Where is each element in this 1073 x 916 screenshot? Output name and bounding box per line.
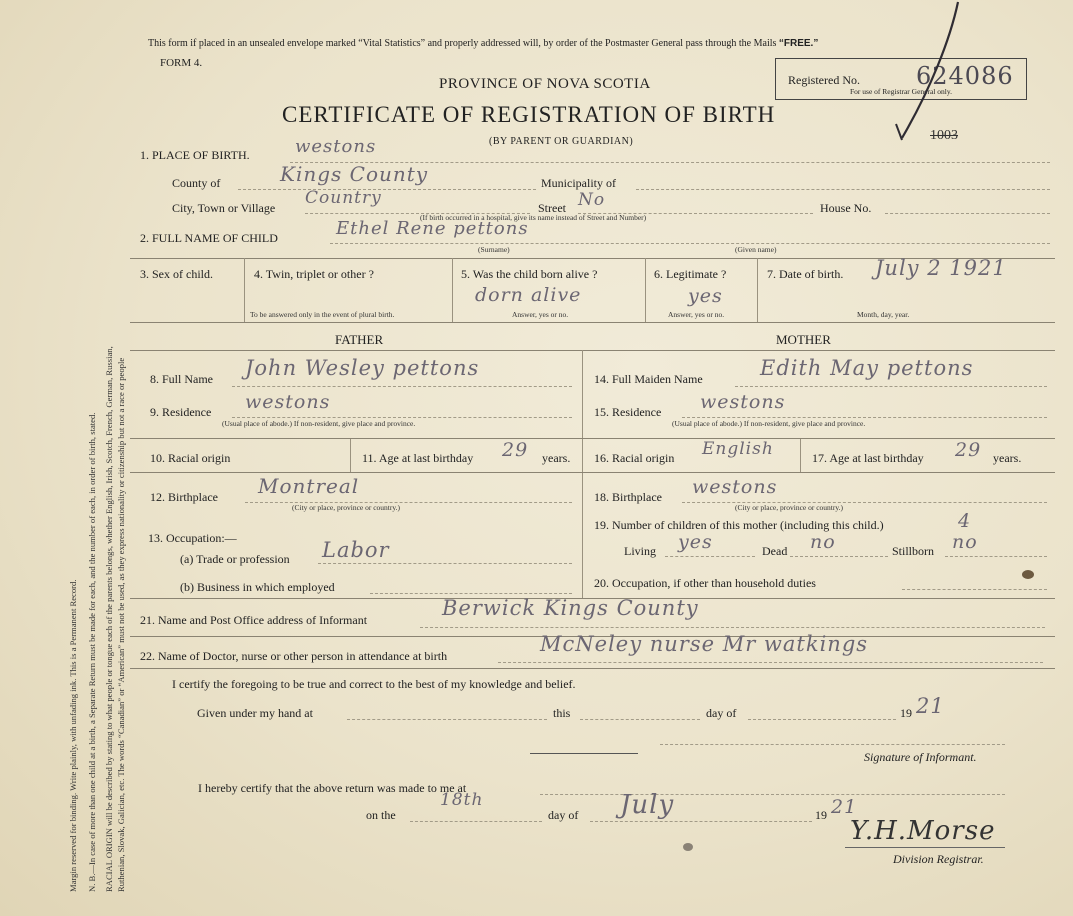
margin-notes bbox=[60, 30, 140, 900]
legitimate-note: Answer, yes or no. bbox=[668, 310, 725, 319]
registrar-month-value: July bbox=[620, 790, 675, 820]
margin-note-3: RACIAL ORIGIN will be described by stating to what people or tongue each of the parents belongs, whether English, Irish, Scotch, French, German, Russian, bbox=[104, 346, 114, 892]
city-label: City, Town or Village bbox=[172, 201, 276, 215]
place-of-birth-value: westons bbox=[295, 136, 377, 157]
city-value: Country bbox=[305, 188, 382, 208]
mother-occupation-label: 20. Occupation, if other than household duties bbox=[594, 576, 816, 590]
born-alive-note: Answer, yes or no. bbox=[512, 310, 569, 319]
ink-blot bbox=[1022, 570, 1034, 579]
father-trade-value: Labor bbox=[322, 538, 390, 562]
legitimate-label: 6. Legitimate ? bbox=[654, 267, 727, 281]
father-residence-value: westons bbox=[245, 391, 331, 413]
father-age-suffix: years. bbox=[542, 451, 571, 465]
postal-free-label: “FREE.” bbox=[778, 38, 819, 49]
mother-children-label: 19. Number of children of this mother (including this child.) bbox=[594, 518, 884, 532]
house-no-label: House No. bbox=[820, 201, 872, 215]
legitimate-value: yes bbox=[688, 285, 723, 307]
day-of-label: day of bbox=[706, 706, 737, 720]
margin-note-2: N. B.—In case of more than one child at a birth, a Separate Return must be made for each, and the number of each, in order of birth, stated. bbox=[87, 412, 97, 892]
date-of-birth-note: Month, day, year. bbox=[857, 310, 910, 319]
certify-year-printed: 19 bbox=[900, 706, 912, 720]
father-age-value: 29 bbox=[502, 439, 529, 461]
crossed-number: 1003 bbox=[930, 128, 958, 143]
twin-label: 4. Twin, triplet or other ? bbox=[254, 267, 374, 281]
mother-name-label: 14. Full Maiden Name bbox=[594, 372, 703, 386]
father-racial-label: 10. Racial origin bbox=[150, 451, 231, 465]
form-number: FORM 4. bbox=[160, 57, 203, 69]
certify-statement: I certify the foregoing to be true and correct to the best of my knowledge and belief. bbox=[172, 677, 576, 691]
ink-spot bbox=[683, 843, 693, 851]
date-of-birth-label: 7. Date of birth. bbox=[767, 267, 844, 281]
mother-age-value: 29 bbox=[955, 439, 982, 461]
child-name-value: Ethel Rene pettons bbox=[336, 218, 529, 239]
county-value: Kings County bbox=[280, 162, 429, 186]
father-business-label: (b) Business in which employed bbox=[180, 580, 335, 594]
father-residence-note: (Usual place of abode.) If non-resident, give place and province. bbox=[222, 419, 416, 428]
mother-heading: MOTHER bbox=[776, 332, 831, 347]
born-alive-value: dorn alive bbox=[475, 284, 582, 306]
father-trade-label: (a) Trade or profession bbox=[180, 552, 290, 566]
given-name-label: (Given name) bbox=[735, 245, 777, 254]
registrar-year-printed: 19 bbox=[815, 808, 827, 822]
twin-note: To be answered only in the event of plural birth. bbox=[250, 310, 395, 319]
mother-racial-value: English bbox=[702, 439, 774, 459]
mother-children-value: 4 bbox=[958, 510, 972, 532]
province-heading: PROVINCE OF NOVA SCOTIA bbox=[439, 76, 651, 92]
mother-age-label: 17. Age at last birthday bbox=[812, 451, 924, 465]
father-birthplace-note: (City or place, province or country.) bbox=[292, 503, 401, 512]
hospital-note: (If birth occurred in a hospital, give its name instead of Street and Number) bbox=[420, 213, 647, 222]
mother-age-suffix: years. bbox=[993, 451, 1022, 465]
registrar-year-written: 21 bbox=[831, 796, 858, 818]
mother-dead-label: Dead bbox=[762, 544, 788, 558]
mother-residence-label: 15. Residence bbox=[594, 405, 662, 419]
postal-notice bbox=[148, 38, 818, 49]
on-the-label: on the bbox=[366, 808, 396, 822]
doctor-value: McNeley nurse Mr watkings bbox=[540, 632, 869, 656]
informant-label: 21. Name and Post Office address of Informant bbox=[140, 613, 368, 627]
margin-note-1: Margin reserved for binding. Write plainly, with unfading ink. This is a Permanent Record. bbox=[68, 579, 78, 892]
municipality-label: Municipality of bbox=[541, 176, 616, 190]
this-label: this bbox=[553, 706, 571, 720]
postal-notice-text: This form if placed in an unsealed envelope marked “Vital Statistics” and properly addressed will, by order of the Postmaster General pass through the Mails bbox=[148, 38, 777, 49]
sex-label: 3. Sex of child. bbox=[140, 267, 213, 281]
county-label: County of bbox=[172, 176, 221, 190]
mother-birthplace-label: 18. Birthplace bbox=[594, 490, 662, 504]
mother-residence-note: (Usual place of abode.) If non-resident, give place and province. bbox=[672, 419, 866, 428]
surname-label: (Surname) bbox=[478, 245, 510, 254]
mother-stillborn-label: Stillborn bbox=[892, 544, 935, 558]
doctor-label: 22. Name of Doctor, nurse or other person in attendance at birth bbox=[140, 649, 448, 663]
father-age-label: 11. Age at last birthday bbox=[362, 451, 474, 465]
mother-birthplace-note: (City or place, province or country.) bbox=[735, 503, 844, 512]
registration-label: Registered No. bbox=[788, 73, 860, 87]
margin-note-4: Ruthenian, Slovak, Galician, etc. The words “Canadian” or “American” must not be used, as they express nationality or citizenship but not a race or people bbox=[116, 357, 126, 892]
mother-racial-label: 16. Racial origin bbox=[594, 451, 675, 465]
mother-name-value: Edith May pettons bbox=[760, 356, 974, 380]
registration-note: For use of Registrar General only. bbox=[850, 87, 952, 96]
mother-living-value: yes bbox=[678, 531, 713, 553]
father-occupation-label: 13. Occupation:— bbox=[148, 531, 237, 545]
mother-residence-value: westons bbox=[700, 391, 786, 413]
date-of-birth-value: July 2 1921 bbox=[875, 256, 1007, 280]
father-heading: FATHER bbox=[335, 332, 384, 347]
registrar-statement: I hereby certify that the above return was made to me at bbox=[198, 781, 467, 795]
registrar-day-value: 18th bbox=[440, 790, 484, 810]
born-alive-label: 5. Was the child born alive ? bbox=[461, 267, 598, 281]
mother-birthplace-value: westons bbox=[692, 476, 778, 498]
informant-value: Berwick Kings County bbox=[442, 596, 699, 620]
mother-dead-value: no bbox=[810, 531, 836, 553]
page-subtitle: (BY PARENT OR GUARDIAN) bbox=[489, 136, 634, 147]
place-of-birth-label: 1. PLACE OF BIRTH. bbox=[140, 148, 250, 162]
given-under-label: Given under my hand at bbox=[197, 706, 313, 720]
father-residence-label: 9. Residence bbox=[150, 405, 212, 419]
certify-year-written: 21 bbox=[916, 694, 945, 718]
father-birthplace-value: Montreal bbox=[258, 474, 360, 498]
day-of-label-2: day of bbox=[548, 808, 579, 822]
registrar-signature: Y.H.Morse bbox=[850, 816, 996, 846]
street-label: Street bbox=[538, 201, 566, 215]
registration-number: 624086 bbox=[916, 62, 1014, 90]
page-title: CERTIFICATE OF REGISTRATION OF BIRTH bbox=[282, 102, 776, 127]
father-birthplace-label: 12. Birthplace bbox=[150, 490, 218, 504]
registrar-signature-label: Division Registrar. bbox=[893, 852, 984, 866]
street-value: No bbox=[578, 190, 606, 210]
informant-signature-label: Signature of Informant. bbox=[864, 750, 977, 764]
father-name-label: 8. Full Name bbox=[150, 372, 213, 386]
child-name-label: 2. FULL NAME OF CHILD bbox=[140, 231, 278, 245]
mother-stillborn-value: no bbox=[952, 531, 978, 553]
father-name-value: John Wesley pettons bbox=[245, 356, 480, 380]
mother-living-label: Living bbox=[624, 544, 656, 558]
